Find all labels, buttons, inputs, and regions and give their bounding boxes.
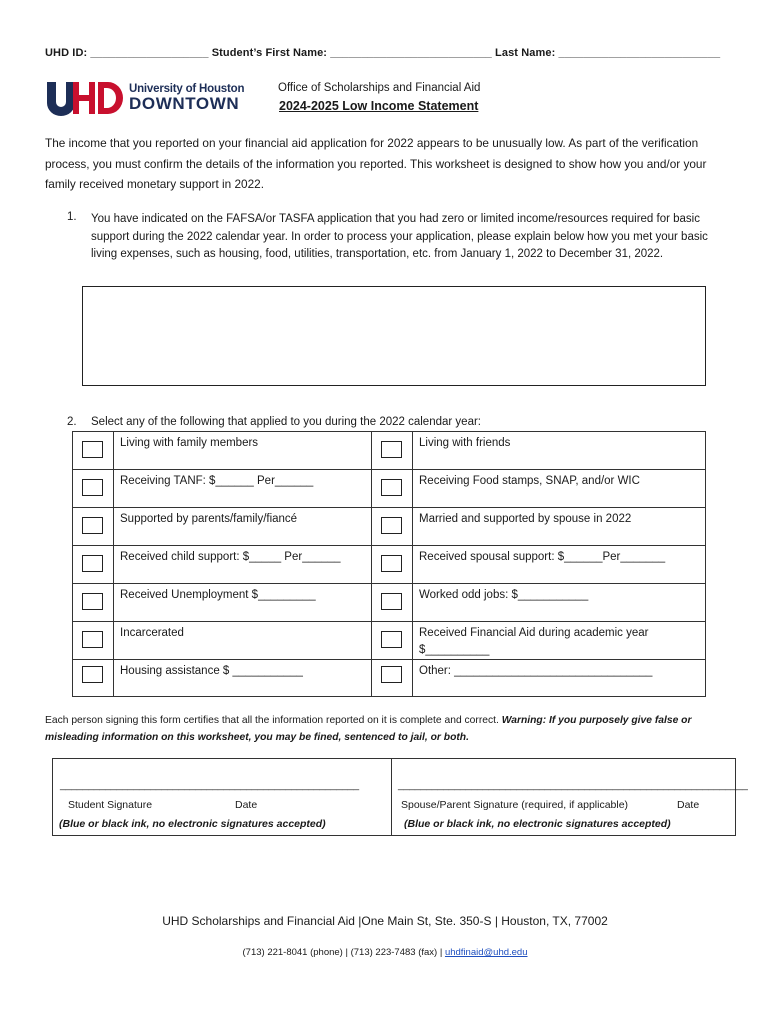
table-row — [73, 622, 706, 660]
checkbox-spousal-support[interactable] — [381, 555, 402, 572]
footer-contact — [0, 947, 770, 958]
signature-box — [52, 758, 748, 836]
intro-paragraph: The income that you reported on your financial aid application for 2022 appears to be unusually low. As part of the verification process, you must confirm the details of the information you reported. This worksheet is designed to show how you and/or your family received monetary support in 2022. — [45, 136, 707, 191]
checkbox-living-with-family[interactable] — [82, 441, 103, 458]
checkbox-other[interactable] — [381, 666, 402, 683]
logo-university-name: University of Houston — [129, 83, 245, 95]
option-label: Received spousal support: $______Per_______ — [413, 546, 706, 584]
footer-email-link[interactable]: uhdfinaid@uhd.edu — [444, 947, 528, 958]
parent-signature-line[interactable]: ______________________________________________________________ — [398, 779, 748, 791]
student-date-label: Date — [235, 799, 258, 811]
student-signature-cell[interactable] — [53, 759, 392, 835]
checkbox-incarcerated[interactable] — [82, 631, 103, 648]
option-label: Supported by parents/family/fiancé — [114, 508, 372, 546]
parent-date-label: Date — [677, 799, 700, 811]
question-2-number: 2. — [67, 416, 77, 428]
student-id-name-line[interactable]: UHD ID: ___________________ Student’s First Name: __________________________ Last Name: __________________________ — [45, 47, 721, 59]
question-1-text: You have indicated on the FAFSA/or TASFA application that you had zero or limited income/resources required for basic support during the 2022 calendar year. In order to process your application, please explain below how you met your basic living expenses, such as housing, food, utilities, transportation, etc. from January 1, 2022 to December 31, 2022. — [91, 213, 708, 260]
option-label: Receiving Food stamps, SNAP, and/or WIC — [413, 470, 706, 508]
uhd-logo-mark — [45, 80, 125, 116]
checkbox-food-stamps[interactable] — [381, 479, 402, 496]
checkbox-housing-assistance[interactable] — [82, 666, 103, 683]
student-signature-label: Student Signature — [68, 799, 153, 811]
checkbox-supported-by-parents[interactable] — [82, 517, 103, 534]
table-row — [73, 660, 706, 697]
option-label: Other: _______________________________ — [413, 660, 706, 697]
option-label: Received Unemployment $_________ — [114, 584, 372, 622]
table-row — [73, 546, 706, 584]
logo-campus-name: DOWNTOWN — [129, 94, 240, 113]
option-label: Married and supported by spouse in 2022 — [413, 508, 706, 546]
table-row — [73, 470, 706, 508]
footer-phone-fax: (713) 221-8041 (phone) | (713) 223-7483 (fax) | — [242, 947, 445, 958]
option-label: Incarcerated — [114, 622, 372, 660]
option-label: Living with friends — [413, 432, 706, 470]
support-options-table — [72, 431, 706, 697]
table-row — [73, 508, 706, 546]
option-label: Worked odd jobs: $___________ — [413, 584, 706, 622]
checkbox-supported-by-spouse[interactable] — [381, 517, 402, 534]
checkbox-unemployment[interactable] — [82, 593, 103, 610]
checkbox-child-support[interactable] — [82, 555, 103, 572]
checkbox-odd-jobs[interactable] — [381, 593, 402, 610]
question-1-number: 1. — [67, 211, 77, 223]
page-title: 2024-2025 Low Income Statement — [279, 99, 479, 113]
question-1-answer-box[interactable] — [82, 286, 706, 386]
checkbox-financial-aid[interactable] — [381, 631, 402, 648]
question-2-text: Select any of the following that applied to you during the 2022 calendar year: — [91, 416, 481, 428]
parent-signature-cell[interactable] — [391, 759, 748, 835]
parent-ink-note: (Blue or black ink, no electronic signatures accepted) — [404, 818, 671, 830]
certification-text: Each person signing this form certifies that all the information reported on it is complete and correct. — [45, 715, 502, 726]
uhd-logo — [45, 80, 245, 116]
certification-warning: Warning: If you purposely give false or misleading information on this worksheet, you may be fined, sentenced to jail, or both. — [45, 715, 692, 743]
checkbox-living-with-friends[interactable] — [381, 441, 402, 458]
checkbox-tanf[interactable] — [82, 479, 103, 496]
option-label: Living with family members — [114, 432, 372, 470]
option-label: Receiving TANF: $______ Per______ — [114, 470, 372, 508]
table-row — [73, 432, 706, 470]
table-row — [73, 584, 706, 622]
certification-statement — [45, 712, 745, 746]
footer-address: UHD Scholarships and Financial Aid |One Main St, Ste. 350-S | Houston, TX, 77002 — [162, 914, 608, 928]
option-label: Housing assistance $ ___________ — [114, 660, 372, 697]
option-label: Received child support: $_____ Per______ — [114, 546, 372, 584]
parent-signature-label: Spouse/Parent Signature (required, if applicable) — [401, 799, 629, 811]
office-name: Office of Scholarships and Financial Aid — [278, 82, 481, 94]
student-signature-line[interactable]: _____________________________________________________ — [60, 779, 359, 791]
student-ink-note: (Blue or black ink, no electronic signatures accepted) — [59, 818, 326, 830]
option-label: Received Financial Aid during academic year $__________ — [413, 622, 706, 660]
